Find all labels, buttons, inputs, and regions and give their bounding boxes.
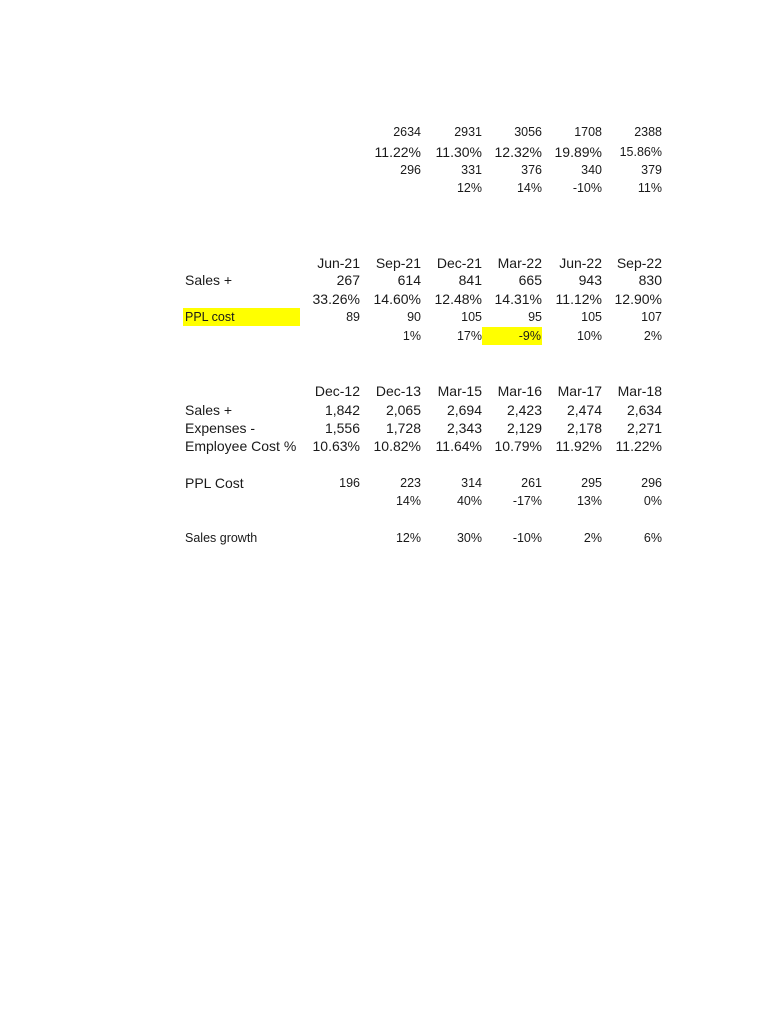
cell: 614: [397, 272, 421, 288]
cell: 30%: [456, 531, 482, 545]
block2-growth-row: [0, 327, 768, 345]
cell: 10.63%: [312, 438, 360, 454]
cell: 223: [400, 476, 421, 490]
cell: 296: [400, 163, 421, 177]
cell-highlighted: -9%: [482, 327, 542, 345]
block2-pct-row: [0, 290, 768, 308]
cell: 376: [521, 163, 542, 177]
column-header: Dec-13: [375, 383, 421, 399]
cell: 11.22%: [615, 438, 662, 454]
cell: 943: [578, 272, 602, 288]
cell: 89: [346, 310, 360, 324]
cell: 261: [521, 476, 542, 490]
block1-row1: [0, 123, 768, 141]
block3-ppl-row: [0, 474, 768, 492]
cell: 13%: [576, 494, 602, 508]
cell: 12.32%: [494, 144, 542, 160]
cell: 33.26%: [312, 291, 360, 307]
cell: 296: [641, 476, 662, 490]
block1-row2: [0, 143, 768, 161]
cell: 830: [638, 272, 662, 288]
cell: 2,178: [566, 420, 602, 436]
cell: 0%: [643, 494, 662, 508]
cell: -10%: [512, 531, 542, 545]
cell: 267: [336, 272, 360, 288]
cell: 105: [461, 310, 482, 324]
row-label: Employee Cost %: [185, 438, 297, 454]
block3-ppl-growth-row: [0, 492, 768, 510]
cell: 6%: [643, 531, 662, 545]
block3-sales-growth-row: [0, 529, 768, 547]
cell: 11%: [637, 181, 662, 195]
row-label: Sales growth: [185, 531, 258, 545]
cell: 10.82%: [373, 438, 421, 454]
cell: 2931: [454, 125, 482, 139]
block1-row4: [0, 179, 768, 197]
cell: 2,474: [566, 402, 602, 418]
column-header: Sep-22: [616, 255, 662, 271]
cell: 331: [461, 163, 482, 177]
cell: 2%: [583, 531, 602, 545]
cell: 40%: [456, 494, 482, 508]
cell: 12.90%: [614, 291, 662, 307]
cell: 196: [339, 476, 360, 490]
cell: 14.31%: [494, 291, 542, 307]
cell: 2,271: [626, 420, 662, 436]
column-header: Jun-22: [559, 255, 602, 271]
cell: -10%: [572, 181, 602, 195]
cell: 1,842: [324, 402, 360, 418]
block2-ppl-row: [0, 308, 768, 326]
block1-row3: [0, 161, 768, 179]
cell: 2388: [634, 125, 662, 139]
cell: 11.12%: [555, 291, 602, 307]
cell: 340: [581, 163, 602, 177]
cell: 19.89%: [554, 144, 602, 160]
cell: 295: [581, 476, 602, 490]
cell: 2%: [643, 329, 662, 343]
column-header: Dec-12: [314, 383, 360, 399]
row-label: Sales +: [185, 272, 233, 288]
column-header: Sep-21: [375, 255, 421, 271]
cell: -17%: [512, 494, 542, 508]
cell: 14%: [395, 494, 421, 508]
block3-header-row: [0, 382, 768, 400]
cell: 2,634: [626, 402, 662, 418]
cell: 1%: [402, 329, 421, 343]
column-header: Mar-15: [437, 383, 482, 399]
cell: 2,343: [446, 420, 482, 436]
row-label: Sales +: [185, 402, 233, 418]
cell: 14.60%: [373, 291, 421, 307]
column-header: Mar-22: [497, 255, 542, 271]
block3-employee-cost-row: [0, 437, 768, 455]
column-header: Mar-16: [497, 383, 542, 399]
cell: 1708: [574, 125, 602, 139]
cell: 105: [581, 310, 602, 324]
cell: 107: [641, 310, 662, 324]
cell: 95: [528, 310, 542, 324]
column-header: Mar-17: [557, 383, 602, 399]
cell: 841: [458, 272, 482, 288]
cell: 1,728: [385, 420, 421, 436]
cell: 11.64%: [435, 438, 482, 454]
row-label-highlighted: PPL cost: [183, 308, 300, 326]
cell: 2,065: [385, 402, 421, 418]
cell: 379: [641, 163, 662, 177]
cell: 10%: [576, 329, 602, 343]
cell: 12.48%: [434, 291, 482, 307]
cell: 14%: [516, 181, 542, 195]
cell: 11.92%: [555, 438, 602, 454]
cell: 90: [407, 310, 421, 324]
block3-expenses-row: [0, 419, 768, 437]
cell: 12%: [456, 181, 482, 195]
cell: 11.22%: [374, 144, 421, 160]
row-label: PPL Cost: [185, 475, 244, 491]
cell: 15.86%: [619, 145, 662, 159]
block2-header-row: [0, 254, 768, 272]
cell: 12%: [395, 531, 421, 545]
cell: 2,694: [446, 402, 482, 418]
cell: 1,556: [324, 420, 360, 436]
cell: 11.30%: [435, 144, 482, 160]
column-header: Jun-21: [317, 255, 360, 271]
row-label: Expenses -: [185, 420, 256, 436]
cell: 2634: [393, 125, 421, 139]
cell: 314: [461, 476, 482, 490]
cell: 2,423: [506, 402, 542, 418]
column-header: Dec-21: [436, 255, 482, 271]
cell: 665: [518, 272, 542, 288]
column-header: Mar-18: [617, 383, 662, 399]
block2-sales-row: [0, 271, 768, 289]
block3-sales-row: [0, 401, 768, 419]
cell: 3056: [514, 125, 542, 139]
cell: 17%: [456, 329, 482, 343]
cell: 10.79%: [494, 438, 542, 454]
cell: 2,129: [506, 420, 542, 436]
